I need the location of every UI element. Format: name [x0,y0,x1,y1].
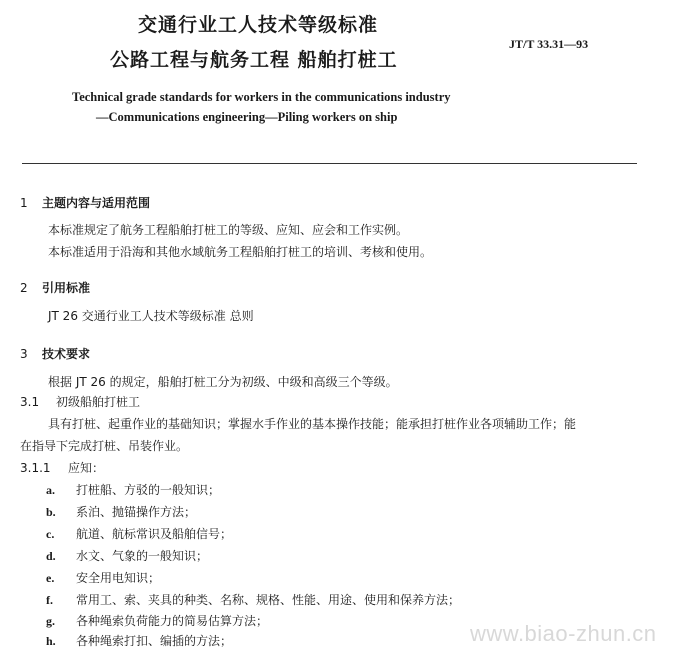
title-en-line2: —Communications engineering—Piling workers on ship [96,110,398,124]
item-letter: c. [46,527,55,541]
subsection-3-1-paragraph-line1: 具有打桩、起重作业的基础知识；掌握水手作业的基本操作技能；能承担打桩作业各项辅助工作；能 [48,417,577,431]
item-letter: g. [46,614,55,628]
item-letter: b. [46,505,56,519]
reference-standard: JT 26 交通行业工人技术等级标准 总则 [48,309,254,323]
item-text: 常用工、索、夹具的种类、名称、规格、性能、用途、使用和保养方法； [76,593,461,607]
subsection-3-1-heading [20,393,140,410]
item-letter: e. [46,571,55,585]
list-item [46,569,160,586]
list-item [46,612,268,629]
subsection-title: 初级船舶打桩工 [56,395,141,409]
title-cn-line2: 公路工程与航务工程 船舶打桩工 [110,49,398,71]
section-2-heading [20,277,90,296]
section-3-heading [20,343,90,362]
subsection-number: 3.1.1 [20,461,51,475]
list-item [46,481,220,498]
section-1-paragraph-1: 本标准规定了航务工程船舶打桩工的等级、应知、应会和工作实例。 [48,223,409,237]
item-letter: d. [46,549,56,563]
header-divider [22,163,637,164]
item-text: 打桩船、方驳的一般知识； [76,483,221,497]
standard-code: JT/T 33.31—93 [509,37,589,51]
section-1-paragraph-2: 本标准适用于沿海和其他水域航务工程船舶打桩工的培训、考核和使用。 [48,245,433,259]
item-text: 各种绳索打扣、编插的方法； [76,634,233,648]
item-text: 各种绳索负荷能力的简易估算方法； [76,614,269,628]
section-number: 3 [20,347,28,361]
item-letter: f. [46,593,53,607]
list-item [46,632,232,649]
list-item [46,503,196,520]
item-text: 安全用电知识； [76,571,161,585]
item-text: 航道、航标常识及船舶信号； [76,527,233,541]
section-number: 1 [20,196,28,210]
section-title: 引用标准 [42,281,91,295]
subsection-number: 3.1 [20,395,40,409]
subsection-title: 应知： [68,461,105,475]
list-item [46,591,460,608]
item-text: 水文、气象的一般知识； [76,549,209,563]
section-1-heading [20,192,150,211]
section-title: 主题内容与适用范围 [42,196,151,210]
list-item [46,547,208,564]
item-text: 系泊、抛锚操作方法； [76,505,197,519]
section-title: 技术要求 [42,347,91,361]
item-letter: a. [46,483,55,497]
section-3-paragraph: 根据 JT 26 的规定，船舶打桩工分为初级、中级和高级三个等级。 [48,375,398,389]
title-en-line1: Technical grade standards for workers in the communications industry [72,90,451,104]
subsection-3-1-paragraph-line2: 在指导下完成打桩、吊装作业。 [20,439,189,453]
title-cn-line1: 交通行业工人技术等级标准 [138,14,379,36]
section-number: 2 [20,281,28,295]
list-item [46,525,232,542]
subsection-3-1-1-heading [20,459,104,476]
watermark-text: www.biao-zhun.cn [470,621,657,646]
item-letter: h. [46,634,56,648]
